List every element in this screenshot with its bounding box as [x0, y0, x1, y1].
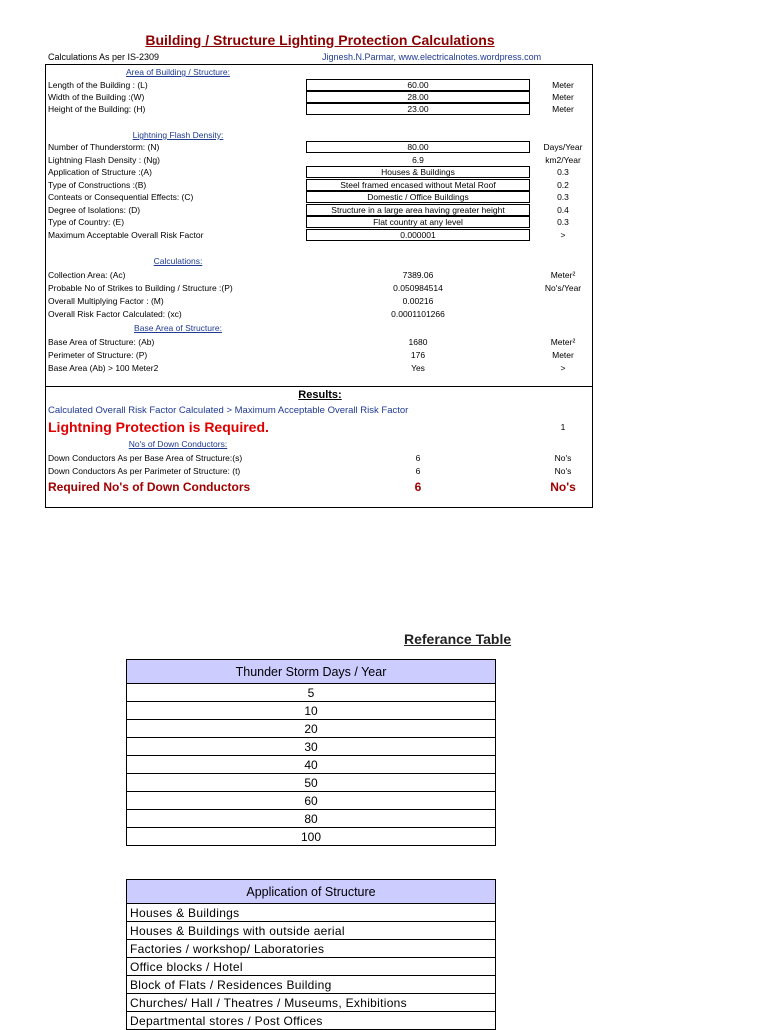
- application-header: Application of Structure: [127, 880, 496, 904]
- row-label: Collection Area: (Ac): [48, 270, 126, 280]
- author-credit: Jignesh.N.Parmar, www.electricalnotes.wordpress.com: [322, 52, 542, 62]
- row-value: 0.0001101266: [391, 309, 445, 319]
- row-label: Width of the Building :(W): [48, 92, 145, 102]
- required-unit: No's: [550, 480, 576, 494]
- table-row: [127, 958, 496, 976]
- required-label: Required No's of Down Conductors: [48, 480, 251, 494]
- input-cell[interactable]: 60.00: [306, 79, 530, 91]
- row-unit: 0.3: [557, 192, 569, 202]
- input-cell[interactable]: 28.00: [306, 91, 530, 103]
- row-label: Length of the Building : (L): [48, 80, 148, 90]
- row-unit: Meter²: [550, 270, 576, 280]
- table-row: [127, 828, 496, 846]
- row-label: Number of Thunderstorm: (N): [48, 142, 160, 152]
- table-row: [127, 738, 496, 756]
- calculations-heading: Calculations:: [153, 256, 203, 266]
- table-row: [127, 810, 496, 828]
- thunder-days-cell: 30: [127, 738, 496, 756]
- row-label: Base Area of Structure: (Ab): [48, 337, 155, 347]
- row-unit: Days/Year: [543, 142, 583, 152]
- row-label: Down Conductors As per Parimeter of Structure: (t): [48, 466, 241, 476]
- row-label: Type of Country: (E): [48, 217, 125, 227]
- row-label: Application of Structure :(A): [48, 167, 152, 177]
- input-cell[interactable]: Houses & Buildings: [306, 166, 530, 178]
- row-label: Type of Constructions :(B): [48, 180, 147, 190]
- area-heading: Area of Building / Structure:: [126, 67, 230, 77]
- table-row: [127, 1012, 496, 1030]
- thunder-days-table: [126, 659, 496, 846]
- thunder-days-cell: 50: [127, 774, 496, 792]
- thunder-days-cell: 40: [127, 756, 496, 774]
- application-table: [126, 879, 496, 1030]
- required-value: 6: [414, 480, 422, 494]
- application-cell: Office blocks / Hotel: [127, 958, 496, 976]
- row-unit: 0.4: [557, 205, 569, 215]
- row-label: Overall Risk Factor Calculated: (xc): [48, 309, 182, 319]
- row-label: Overall Multiplying Factor : (M): [48, 296, 164, 306]
- row-unit: No's: [554, 466, 572, 476]
- row-label: Height of the Building: (H): [48, 104, 146, 114]
- base-area-heading: Base Area of Structure:: [134, 323, 222, 333]
- table-row: [127, 684, 496, 702]
- risk-comparison: Calculated Overall Risk Factor Calculated > Maximum Acceptable Overall Risk Factor: [48, 405, 409, 416]
- row-unit: No's: [554, 453, 572, 463]
- row-unit: Meter: [552, 92, 574, 102]
- results-heading: Results:: [298, 389, 342, 401]
- row-unit: Meter²: [550, 337, 576, 347]
- input-cell[interactable]: Domestic / Office Buildings: [306, 191, 530, 203]
- row-label: Degree of Isolations: (D): [48, 205, 141, 215]
- input-cell[interactable]: 80.00: [306, 141, 530, 153]
- row-unit: 0.2: [557, 180, 569, 190]
- application-cell: Churches/ Hall / Theatres / Museums, Exhibitions: [127, 994, 496, 1012]
- row-unit: 0.3: [557, 217, 569, 227]
- row-label: Base Area (Ab) > 100 Meter2: [48, 363, 159, 373]
- table-row: [127, 702, 496, 720]
- flash-heading: Lightning Flash Density:: [132, 130, 224, 140]
- results-divider: [46, 386, 592, 387]
- row-value: 1680: [408, 337, 428, 347]
- thunder-days-cell: 20: [127, 720, 496, 738]
- row-unit: Meter: [552, 350, 574, 360]
- row-value: 7389.06: [402, 270, 434, 280]
- row-unit: 0.3: [557, 167, 569, 177]
- row-unit: >: [560, 363, 566, 373]
- thunder-days-cell: 10: [127, 702, 496, 720]
- table-row: [127, 904, 496, 922]
- row-label: Lightning Flash Density : (Ng): [48, 155, 160, 165]
- application-cell: Departmental stores / Post Offices: [127, 1012, 496, 1030]
- row-label: Probable No of Strikes to Building / Structure :(P): [48, 283, 233, 293]
- application-cell: Houses & Buildings: [127, 904, 496, 922]
- row-unit: km2/Year: [545, 155, 581, 165]
- down-conductors-heading: No's of Down Conductors:: [128, 439, 228, 449]
- row-unit: >: [560, 230, 566, 240]
- row-unit: Meter: [552, 104, 574, 114]
- input-cell[interactable]: 0.000001: [306, 229, 530, 241]
- standard-reference: Calculations As per IS-2309: [48, 52, 160, 62]
- row-value: 6.9: [412, 155, 424, 165]
- row-value: 6: [415, 453, 421, 463]
- application-cell: Houses & Buildings with outside aerial: [127, 922, 496, 940]
- table-row: [127, 940, 496, 958]
- row-value: Yes: [411, 363, 425, 373]
- table-row: [127, 922, 496, 940]
- row-value: 176: [410, 350, 426, 360]
- thunder-days-cell: 100: [127, 828, 496, 846]
- row-value: 0.00216: [402, 296, 434, 306]
- thunder-days-cell: 5: [127, 684, 496, 702]
- table-row: [127, 976, 496, 994]
- input-cell[interactable]: Flat country at any level: [306, 216, 530, 228]
- thunder-days-cell: 60: [127, 792, 496, 810]
- row-value: 6: [415, 466, 421, 476]
- application-cell: Factories / workshop/ Laboratories: [127, 940, 496, 958]
- input-cell[interactable]: Steel framed encased without Metal Roof: [306, 179, 530, 191]
- thunder-days-header: Thunder Storm Days / Year: [127, 660, 496, 684]
- table-row: [127, 720, 496, 738]
- row-label: Down Conductors As per Base Area of Structure:(s): [48, 453, 243, 463]
- row-label: Perimeter of Structure: (P): [48, 350, 148, 360]
- table-row: [127, 792, 496, 810]
- verdict-flag: 1: [560, 422, 566, 432]
- row-label: Maximum Acceptable Overall Risk Factor: [48, 230, 204, 240]
- input-cell[interactable]: 23.00: [306, 103, 530, 115]
- row-unit: Meter: [552, 80, 574, 90]
- reference-title: Referance Table: [404, 631, 512, 647]
- application-cell: Block of Flats / Residences Building: [127, 976, 496, 994]
- input-cell[interactable]: Structure in a large area having greater height: [306, 204, 530, 216]
- page-title: Building / Structure Lighting Protection Calculations: [145, 32, 495, 48]
- table-row: [127, 756, 496, 774]
- table-row: [127, 994, 496, 1012]
- row-unit: No's/Year: [544, 283, 582, 293]
- thunder-days-cell: 80: [127, 810, 496, 828]
- table-row: [127, 774, 496, 792]
- row-label: Conteats or Consequential Effects: (C): [48, 192, 194, 202]
- verdict-text: Lightning Protection is Required.: [48, 419, 269, 435]
- row-value: 0.050984514: [393, 283, 443, 293]
